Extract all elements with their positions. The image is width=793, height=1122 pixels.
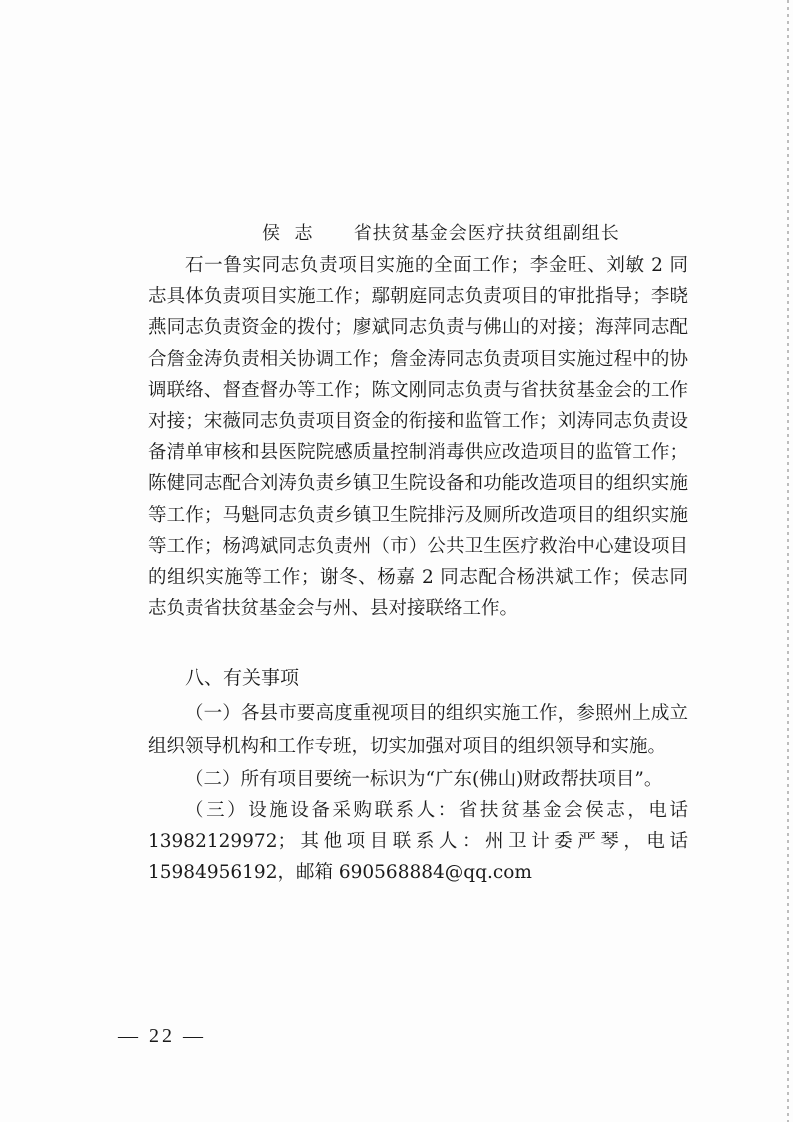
paragraph-responsibilities: 石一鲁实同志负责项目实施的全面工作；李金旺、刘敏 2 同志具体负责项目实施工作；鄢朝庭同志负责项目的审批指导；李晓燕同志负责资金的拨付；廖斌同志负责与佛山的对接；海萍同志配合詹金涛负责相关协调工作；詹金涛同志负责项目实施过程中的协调联络、督查督办等工作；陈文刚同志负责与省扶贫基金会的工作对接；宋薇同志负责项目资金的衔接和监管工作；刘涛同志负责设备清单审核和县医院院感质量控制消毒供应改造项目的监管工作；陈健同志配合刘涛负责乡镇卫生院设备和功能改造项目的组织实施等工作；马魁同志负责乡镇卫生院排污及厕所改造项目的组织实施等工作；杨鸿斌同志负责州（市）公共卫生医疗救治中心建设项目的组织实施等工作；谢冬、杨嘉 2 同志配合杨洪斌工作；侯志同志负责省扶贫基金会与州、县对接联络工作。 <box>148 255 688 620</box>
scan-edge-divider <box>787 0 789 1122</box>
page-number: — 22 — <box>118 1025 206 1047</box>
section-title: 八、有关事项 <box>185 667 300 689</box>
item-three: （三）设施设备采购联系人：省扶贫基金会侯志，电话13982129972；其他项目联系人：州卫计委严琴，电话 15984956192，邮箱 690568884@qq.com <box>148 800 688 883</box>
item-one: （一）各县市要高度重视项目的组织实施工作，参照州上成立组织领导机构和工作专班，切实加强对项目的组织领导和实施。 <box>148 703 688 757</box>
header-line: 侯 志 省扶贫基金会医疗扶贫组副组长 <box>262 223 620 244</box>
item-two: （二）所有项目要统一标识为“广东(佛山)财政帮扶项目”。 <box>185 769 663 790</box>
